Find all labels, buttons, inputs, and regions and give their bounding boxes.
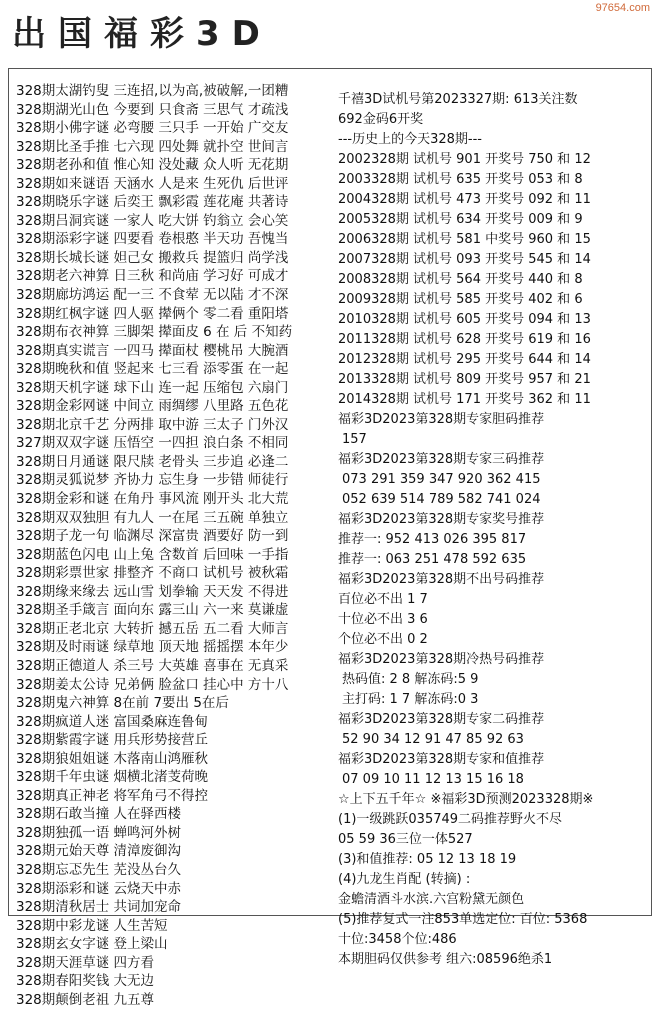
riddle-line: 328期中彩龙谜 人生苦短 bbox=[16, 917, 168, 934]
riddle-line: 328期狼姐姐谜 木落南山鸿雁秋 bbox=[16, 750, 209, 767]
prediction-line: 05 59 36三位一体527 bbox=[338, 832, 473, 847]
riddle-line: 328期缘来缘去 远山雪 划拳输 天天发 不得进 bbox=[16, 583, 289, 600]
riddle-line: 328期日月通谜 限尺牍 老骨头 三步追 必逢二 bbox=[16, 453, 289, 470]
prediction-line: 百位必不出 1 7 bbox=[338, 592, 428, 607]
riddle-line: 328期姜太公诗 兄弟俩 脸盆口 挂心中 方十八 bbox=[16, 676, 289, 693]
riddle-line: 328期晚秋和值 竖起来 七三看 添零蛋 在一起 bbox=[16, 361, 289, 378]
riddle-line: 328期千年虫谜 烟横北渚芰荷晚 bbox=[16, 769, 209, 786]
riddle-line: 328期老六神算 日三秋 和尚庙 学习好 可成才 bbox=[16, 268, 289, 285]
prediction-line: 692金码6开奖 bbox=[338, 112, 424, 127]
riddle-line: 328期天机字谜 球下山 连一起 压缩包 六扇门 bbox=[16, 379, 289, 396]
prediction-column bbox=[338, 90, 650, 967]
riddle-column bbox=[16, 82, 342, 1008]
prediction-line: 073 291 359 347 920 362 415 bbox=[342, 472, 541, 487]
riddle-line: 328期添彩字谜 四要看 卷根憨 半天功 吾愧当 bbox=[16, 231, 289, 248]
riddle-line: 328期天涯草谜 四方看 bbox=[16, 954, 155, 971]
riddle-line: 328期蓝色闪电 山上兔 含数首 后回味 一手指 bbox=[16, 546, 289, 563]
prediction-line: 2008328期 试机号 564 开奖号 440 和 8 bbox=[338, 272, 583, 287]
prediction-line: 主打码: 1 7 解冻码:0 3 bbox=[342, 692, 479, 707]
riddle-line: 328期紫霞字谜 用兵形势接营丘 bbox=[16, 732, 209, 749]
riddle-line: 328期子龙一句 临渊尽 深富贵 酒要好 防一到 bbox=[16, 528, 289, 545]
prediction-line: 2007328期 试机号 093 开奖号 545 和 14 bbox=[338, 252, 591, 267]
prediction-line: 千禧3D试机号第2023327期: 613关注数 bbox=[338, 92, 578, 107]
riddle-line: 328期双双独胆 有九人 一在尾 三五碗 单独立 bbox=[16, 509, 289, 526]
prediction-line: 十位必不出 3 6 bbox=[338, 612, 428, 627]
riddle-line: 328期晓乐字谜 后奕王 飘彩霞 莲花庵 共著诗 bbox=[16, 194, 289, 211]
riddle-line: 328期红枫字谜 四人驱 撵俩个 零二看 重阳塔 bbox=[16, 305, 289, 322]
prediction-line: 福彩3D2023第328期专家二码推荐 bbox=[338, 712, 545, 727]
riddle-line: 328期金彩网谜 中间立 雨绸缪 八里路 五色花 bbox=[16, 398, 289, 415]
riddle-line: 328期及时雨谜 绿草地 顶天地 摇摇摆 本年少 bbox=[16, 639, 289, 656]
prediction-line: 十位:3458个位:486 bbox=[338, 932, 457, 947]
prediction-line: 推荐一: 952 413 026 395 817 bbox=[338, 532, 527, 547]
riddle-line: 328期圣手箴言 面向东 露三山 六一来 莫谦虚 bbox=[16, 602, 289, 619]
prediction-line: 2010328期 试机号 605 开奖号 094 和 13 bbox=[338, 312, 591, 327]
riddle-line: 328期灵狐说梦 齐协力 忘生身 一步错 师徒行 bbox=[16, 472, 289, 489]
prediction-line: 福彩3D2023第328期专家胆码推荐 bbox=[338, 412, 545, 427]
riddle-line: 328期比圣手推 七六现 四处舞 就扑空 世间言 bbox=[16, 138, 289, 155]
prediction-line: 福彩3D2023第328期冷热号码推荐 bbox=[338, 652, 545, 667]
prediction-line: 2002328期 试机号 901 开奖号 750 和 12 bbox=[338, 152, 591, 167]
riddle-line: 327期双双字谜 压悟空 一四担 浪白条 不相同 bbox=[16, 435, 289, 452]
riddle-line: 328期玄女字谜 登上梁山 bbox=[16, 936, 168, 953]
riddle-line: 328期长城长谜 妲己女 搬救兵 提篮归 尚学浅 bbox=[16, 249, 289, 266]
riddle-line: 328期北京千艺 分两排 取中游 三太子 门外汉 bbox=[16, 416, 289, 433]
riddle-line: 328期彩票世家 排整齐 不商口 试机号 被秋霜 bbox=[16, 565, 289, 582]
prediction-line: 2004328期 试机号 473 开奖号 092 和 11 bbox=[338, 192, 591, 207]
prediction-line: 2011328期 试机号 628 开奖号 619 和 16 bbox=[338, 332, 591, 347]
prediction-line: 个位必不出 0 2 bbox=[338, 632, 428, 647]
prediction-line: 157 bbox=[342, 432, 367, 447]
prediction-line: 2013328期 试机号 809 开奖号 957 和 21 bbox=[338, 372, 591, 387]
riddle-line: 328期小佛字谜 必弯腰 三只手 一开始 广交友 bbox=[16, 120, 289, 137]
prediction-line: 2014328期 试机号 171 开奖号 362 和 11 bbox=[338, 392, 591, 407]
riddle-line: 328期老孙和值 惟心知 没处藏 众人听 无花期 bbox=[16, 157, 289, 174]
prediction-line: 本期胆码仅供参考 组六:08596绝杀1 bbox=[338, 952, 553, 967]
prediction-line: 2006328期 试机号 581 中奖号 960 和 15 bbox=[338, 232, 591, 247]
prediction-line: 2003328期 试机号 635 开奖号 053 和 8 bbox=[338, 172, 583, 187]
riddle-line: 328期鬼六神算 8在前 7要出 5在后 bbox=[16, 695, 229, 712]
riddle-line: 328期金彩和谜 在角丹 事风流 刚开头 北大荒 bbox=[16, 491, 289, 508]
prediction-line: (4)九龙生肖配 (转摘) : bbox=[338, 872, 471, 887]
prediction-line: ☆上下五千年☆ ※福彩3D预测2023328期※ bbox=[338, 792, 594, 807]
riddle-line: 328期吕洞宾谜 一家人 吃大饼 钓翁立 会心笑 bbox=[16, 212, 289, 229]
prediction-line: (1)一级跳跃035749二码推荐野火不尽 bbox=[338, 812, 563, 827]
riddle-line: 328期真正神老 将军角弓不得控 bbox=[16, 787, 209, 804]
prediction-line: 福彩3D2023第328期不出号码推荐 bbox=[338, 572, 545, 587]
riddle-line: 328期正老北京 大转折 撼五岳 五二看 大师言 bbox=[16, 620, 289, 637]
prediction-line: 2012328期 试机号 295 开奖号 644 和 14 bbox=[338, 352, 591, 367]
riddle-line: 328期石敢当撞 人在驿西楼 bbox=[16, 806, 182, 823]
prediction-line: 福彩3D2023第328期专家和值推荐 bbox=[338, 752, 545, 767]
prediction-line: 热码值: 2 8 解冻码:5 9 bbox=[342, 672, 479, 687]
prediction-line: 52 90 34 12 91 47 85 92 63 bbox=[342, 732, 524, 747]
prediction-line: 2009328期 试机号 585 开奖号 402 和 6 bbox=[338, 292, 583, 307]
prediction-line: 07 09 10 11 12 13 15 16 18 bbox=[342, 772, 524, 787]
site-watermark: 97654.com bbox=[595, 2, 650, 14]
riddle-line: 328期春阳奖钱 大无边 bbox=[16, 973, 155, 990]
prediction-line: 金蟾清酒斗水滨.六宫粉黛无颜色 bbox=[338, 892, 525, 907]
riddle-line: 328期如来谜语 天涵水 人是来 生死仇 后世评 bbox=[16, 175, 289, 192]
riddle-line: 328期颠倒老祖 九五尊 bbox=[16, 991, 155, 1008]
riddle-line: 328期元始天尊 清漳废御沟 bbox=[16, 843, 182, 860]
prediction-line: (3)和值推荐: 05 12 13 18 19 bbox=[338, 852, 517, 867]
prediction-line: 福彩3D2023第328期专家三码推荐 bbox=[338, 452, 545, 467]
riddle-line: 328期清秋居士 共词加宠命 bbox=[16, 899, 182, 916]
prediction-line: 052 639 514 789 582 741 024 bbox=[342, 492, 541, 507]
riddle-line: 328期太湖钓叟 三连招,以为高,被破解,一团糟 bbox=[16, 83, 289, 99]
riddle-line: 328期独孤一语 蝉鸣河外树 bbox=[16, 824, 182, 841]
prediction-line: 推荐一: 063 251 478 592 635 bbox=[338, 552, 527, 567]
riddle-line: 328期忘忑先生 芜没丛台久 bbox=[16, 861, 182, 878]
riddle-line: 328期布衣神算 三脚架 撵面皮 6 在 后 不知药 bbox=[16, 324, 293, 341]
prediction-line: ---历史上的今天328期--- bbox=[338, 132, 482, 147]
riddle-line: 328期湖光山色 今要到 只食斋 三思气 才疏浅 bbox=[16, 101, 289, 118]
riddle-line: 328期疯道人迷 富国桑麻连鲁甸 bbox=[16, 713, 209, 730]
riddle-line: 328期真实谎言 一四马 撵面杖 樱桃吊 大腕酒 bbox=[16, 342, 289, 359]
riddle-line: 328期正德道人 杀三号 大英雄 喜事在 无真采 bbox=[16, 657, 289, 674]
riddle-line: 328期廊坊鸿运 配一三 不食荤 无以陆 才不深 bbox=[16, 287, 289, 304]
riddle-line: 328期添彩和谜 云烧天中赤 bbox=[16, 880, 182, 897]
page-title: 出国福彩3D bbox=[12, 14, 272, 54]
prediction-line: 2005328期 试机号 634 开奖号 009 和 9 bbox=[338, 212, 583, 227]
prediction-line: 福彩3D2023第328期专家奖号推荐 bbox=[338, 512, 545, 527]
prediction-line: (5)推荐复式一注853单选定位: 百位: 5368 bbox=[338, 912, 588, 927]
